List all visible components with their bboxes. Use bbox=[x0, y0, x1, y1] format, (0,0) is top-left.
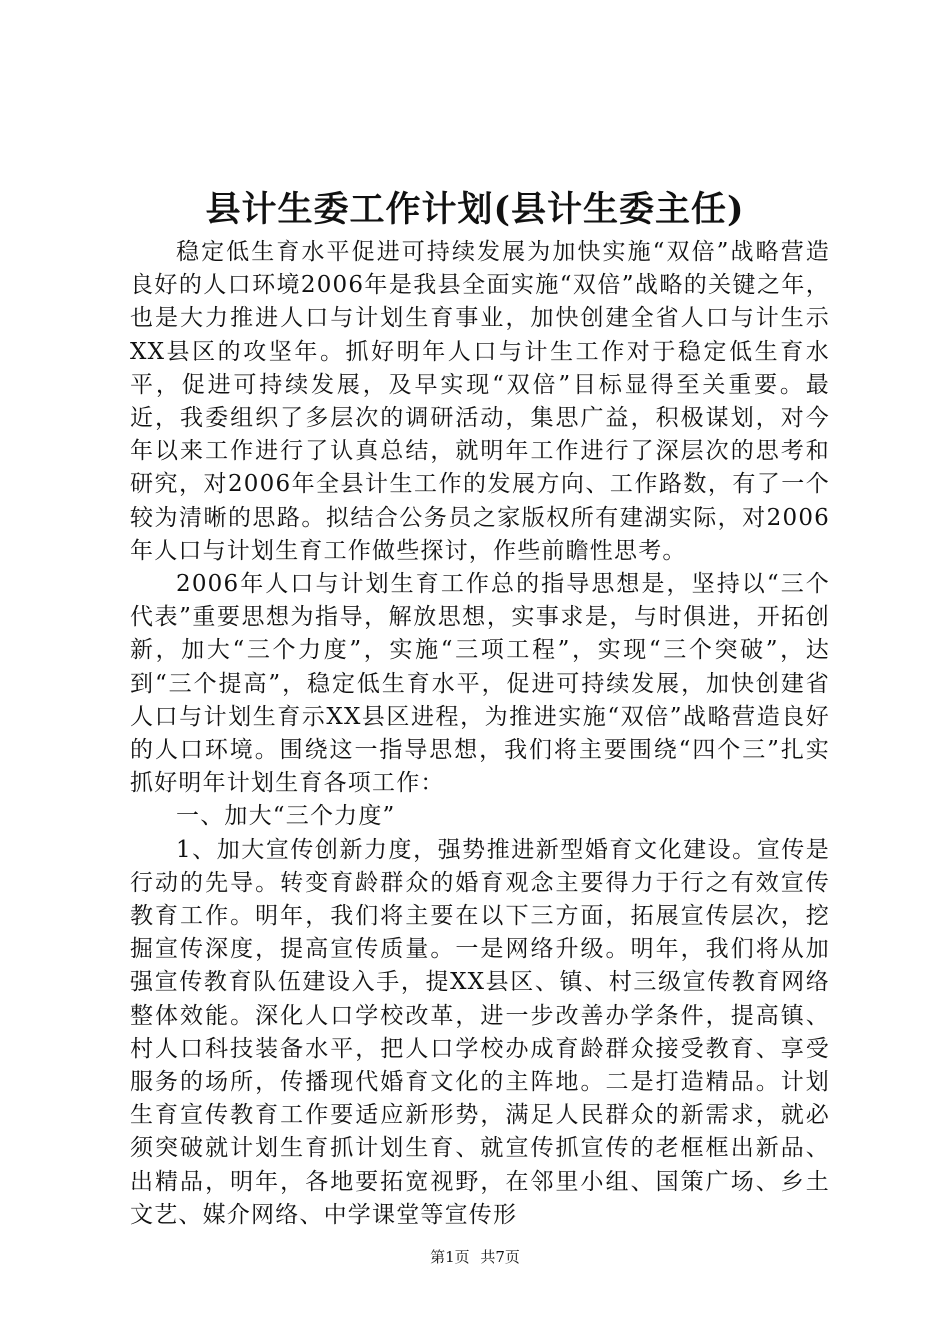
paragraph-intro: 稳定低生育水平促进可持续发展为加快实施“双倍”战略营造良好的人口环境2006年是我县全面实施“双倍”战略的关键之年，也是大力推进人口与计划生育事业，加快创建全省人口与计生示XX县区的攻坚年。抓好明年人口与计生工作对于稳定低生育水平，促进可持续发展，及早实现“双倍”目标显得至关重要。最近，我委组织了多层次的调研活动，集思广益，积极谋划，对今年以来工作进行了认真总结，就明年工作进行了深层次的思考和研究，对2006年全县计生工作的发展方向、工作路数，有了一个较为清晰的思路。拟结合公务员之家版权所有建湖实际，对2006年人口与计划生育工作做些探讨，作些前瞻性思考。 bbox=[130, 239, 830, 564]
paragraph-guiding-thought: 2006年人口与计划生育工作总的指导思想是，坚持以“三个代表”重要思想为指导，解放思想，实事求是，与时俱进，开拓创新，加大“三个力度”，实施“三项工程”，实现“三个突破”，达到“三个提高”，稳定低生育水平，促进可持续发展，加快创建省人口与计划生育示XX县区进程，为推进实施“双倍”战略营造良好的人口环境。围绕这一指导思想，我们将主要围绕“四个三”扎实抓好明年计划生育各项工作： bbox=[130, 571, 830, 797]
page-number: 第1页 bbox=[430, 1248, 470, 1266]
paragraph-propaganda: 1、加大宣传创新力度，强势推进新型婚育文化建设。宣传是行动的先导。转变育龄群众的婚育观念主要得力于行之有效宣传教育工作。明年，我们将主要在以下三方面，拓展宣传层次，挖掘宣传深度，提高宣传质量。一是网络升级。明年，我们将从加强宣传教育队伍建设入手，提XX县区、镇、村三级宣传教育网络整体效能。深化人口学校改革，进一步改善办学条件，提高镇、村人口科技装备水平，把人口学校办成育龄群众接受教育、享受服务的场所，传播现代婚育文化的主阵地。二是打造精品。计划生育宣传教育工作要适应新形势，满足人民群众的新需求，就必须突破就计划生育抓计划生育、就宣传抓宣传的老框框出新品、出精品，明年，各地要拓宽视野，在邻里小组、国策广场、乡土文艺、媒介网络、中学课堂等宣传形 bbox=[130, 836, 830, 1228]
document-title: 县计生委工作计划(县计生委主任) bbox=[205, 189, 745, 230]
section-heading-1: 一、加大“三个力度” bbox=[176, 803, 396, 830]
page-total: 共7页 bbox=[480, 1248, 520, 1266]
document-body bbox=[130, 236, 830, 1232]
page-footer bbox=[0, 1246, 950, 1268]
